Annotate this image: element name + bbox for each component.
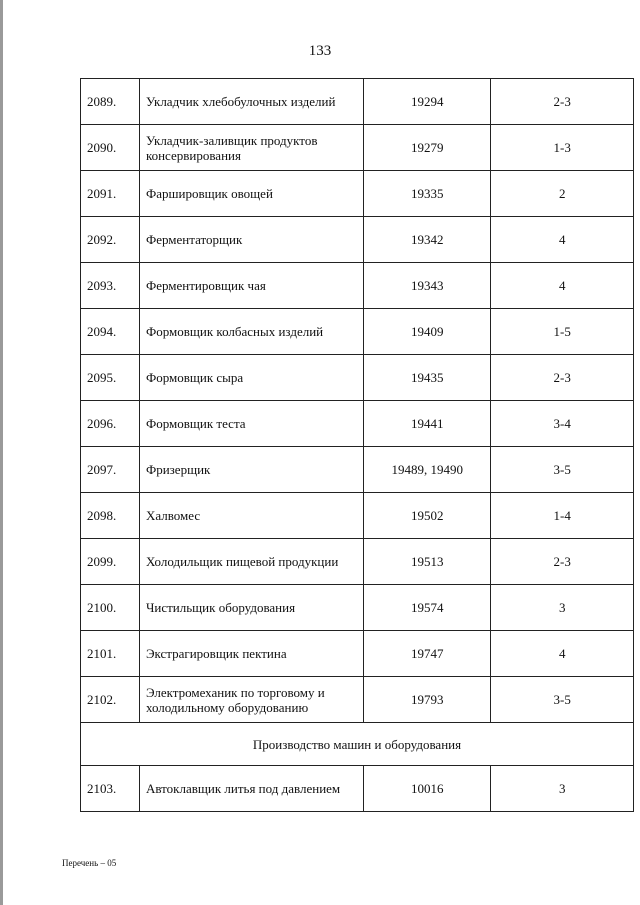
grade-range: 2: [491, 171, 634, 217]
page-edge: [0, 0, 3, 905]
profession-name: Формовщик сыра: [139, 355, 363, 401]
row-number: 2098.: [81, 493, 140, 539]
profession-code: 19489, 19490: [363, 447, 491, 493]
profession-code: 19335: [363, 171, 491, 217]
grade-range: 1-4: [491, 493, 634, 539]
row-number: 2097.: [81, 447, 140, 493]
table-row: [81, 447, 634, 493]
profession-name: Халвомес: [139, 493, 363, 539]
table-row: [81, 355, 634, 401]
grade-range: 2-3: [491, 355, 634, 401]
table-body: [81, 79, 634, 812]
row-number: 2095.: [81, 355, 140, 401]
grade-range: 3-4: [491, 401, 634, 447]
profession-code: 19793: [363, 677, 491, 723]
grade-range: 4: [491, 263, 634, 309]
profession-code: 19294: [363, 79, 491, 125]
profession-code: 10016: [363, 766, 491, 812]
profession-code: 19343: [363, 263, 491, 309]
table-row: [81, 309, 634, 355]
profession-code: 19747: [363, 631, 491, 677]
table-row: [81, 125, 634, 171]
table-row: [81, 677, 634, 723]
profession-name: Фаршировщик овощей: [139, 171, 363, 217]
table-row: [81, 539, 634, 585]
row-number: 2101.: [81, 631, 140, 677]
profession-name: Электромеханик по торговому и холодильному оборудованию: [139, 677, 363, 723]
row-number: 2102.: [81, 677, 140, 723]
profession-name: Экстрагировщик пектина: [139, 631, 363, 677]
table-row: [81, 217, 634, 263]
table-row: [81, 766, 634, 812]
profession-code: 19502: [363, 493, 491, 539]
table-row: [81, 79, 634, 125]
page-number: 133: [308, 43, 332, 59]
profession-code: 19435: [363, 355, 491, 401]
grade-range: 3-5: [491, 677, 634, 723]
row-number: 2091.: [81, 171, 140, 217]
row-number: 2090.: [81, 125, 140, 171]
section-title: Производство машин и оборудования: [81, 723, 634, 766]
table-row: [81, 401, 634, 447]
footer-label: Перечень – 05: [62, 858, 117, 868]
row-number: 2089.: [81, 79, 140, 125]
row-number: 2094.: [81, 309, 140, 355]
profession-name: Укладчик хлебобулочных изделий: [139, 79, 363, 125]
profession-code: 19342: [363, 217, 491, 263]
profession-name: Холодильщик пищевой продукции: [139, 539, 363, 585]
profession-name: Укладчик-заливщик продуктов консервирования: [139, 125, 363, 171]
profession-code: 19441: [363, 401, 491, 447]
row-number: 2100.: [81, 585, 140, 631]
grade-range: 3: [491, 766, 634, 812]
profession-name: Ферментаторщик: [139, 217, 363, 263]
table-row: [81, 493, 634, 539]
row-number: 2096.: [81, 401, 140, 447]
profession-code: 19409: [363, 309, 491, 355]
grade-range: 4: [491, 631, 634, 677]
table-row: [81, 171, 634, 217]
profession-name: Чистильщик оборудования: [139, 585, 363, 631]
table-row: [81, 263, 634, 309]
profession-code: 19279: [363, 125, 491, 171]
grade-range: 1-3: [491, 125, 634, 171]
grade-range: 1-5: [491, 309, 634, 355]
grade-range: 4: [491, 217, 634, 263]
row-number: 2103.: [81, 766, 140, 812]
profession-name: Формовщик колбасных изделий: [139, 309, 363, 355]
grade-range: 3: [491, 585, 634, 631]
row-number: 2093.: [81, 263, 140, 309]
profession-name: Автоклавщик литья под давлением: [139, 766, 363, 812]
profession-name: Формовщик теста: [139, 401, 363, 447]
profession-code: 19574: [363, 585, 491, 631]
profession-name: Ферментировщик чая: [139, 263, 363, 309]
grade-range: 3-5: [491, 447, 634, 493]
section-row: [81, 723, 634, 766]
professions-table: [80, 78, 634, 812]
profession-name: Фризерщик: [139, 447, 363, 493]
profession-code: 19513: [363, 539, 491, 585]
row-number: 2099.: [81, 539, 140, 585]
table-row: [81, 631, 634, 677]
row-number: 2092.: [81, 217, 140, 263]
grade-range: 2-3: [491, 539, 634, 585]
grade-range: 2-3: [491, 79, 634, 125]
table-row: [81, 585, 634, 631]
